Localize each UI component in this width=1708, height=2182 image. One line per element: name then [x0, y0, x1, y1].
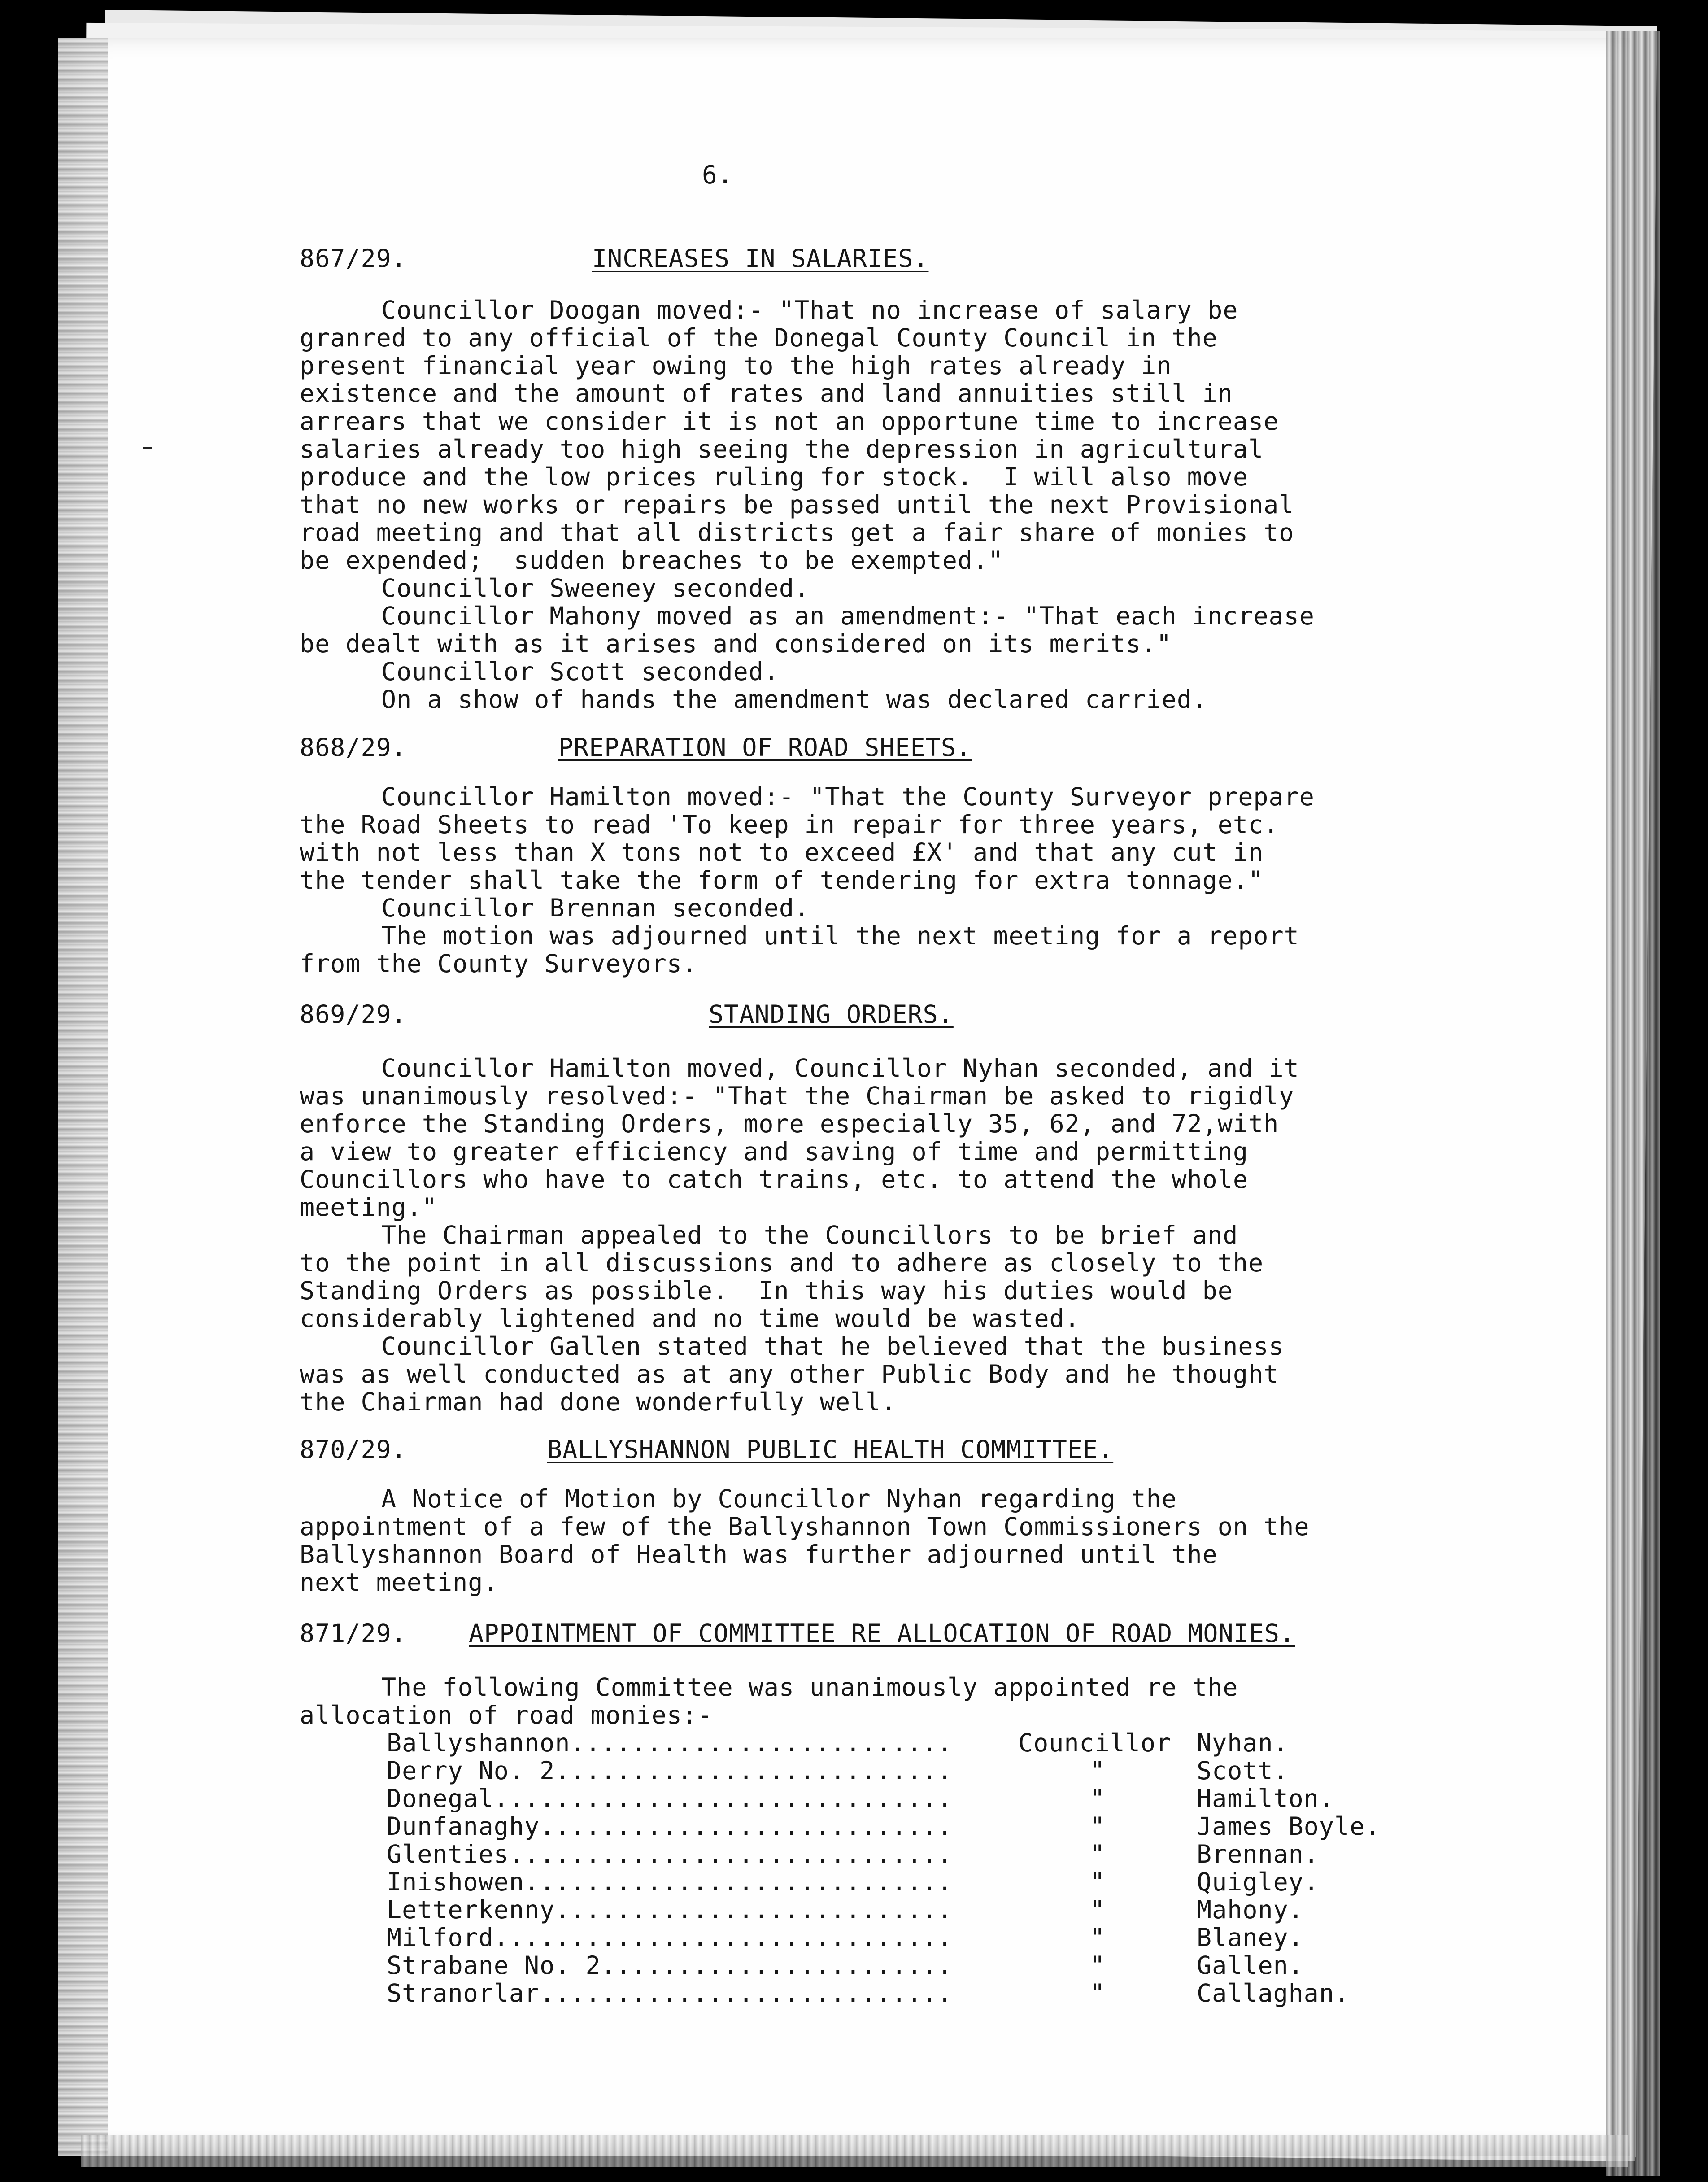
committee-member: Callaghan. [1197, 1979, 1350, 2007]
page-number: 6. [702, 161, 733, 190]
body-text-line: present financial year owing to the high rates already in [300, 351, 1172, 380]
section-heading: STANDING ORDERS. [709, 1000, 954, 1029]
committee-title: " [1090, 1868, 1106, 1896]
committee-title: " [1090, 1812, 1106, 1841]
committee-district: Dunfanaghy........................... [387, 1812, 953, 1841]
committee-district: Stranorlar........................... [387, 1979, 953, 2007]
body-text-line: meeting." [300, 1193, 438, 1222]
committee-district: Inishowen............................ [387, 1868, 953, 1896]
committee-district: Letterkenny.......................... [387, 1895, 953, 1924]
section-heading: INCREASES IN SALARIES. [592, 244, 929, 273]
body-text-line: A Notice of Motion by Councillor Nyhan regarding the [381, 1484, 1177, 1513]
minute-number: 867/29. [300, 244, 407, 273]
body-text-line: The Chairman appealed to the Councillors to be brief and [381, 1221, 1238, 1249]
body-text-line: Ballyshannon Board of Health was further adjourned until the [300, 1540, 1218, 1569]
body-text-line: Councillor Hamilton moved, Councillor Nyhan seconded, and it [381, 1054, 1299, 1082]
committee-title: " [1090, 1923, 1106, 1952]
body-text-line: the Chairman had done wonderfully well. [300, 1388, 897, 1416]
body-text-line: Councillor Doogan moved:- "That no increase of salary be [381, 296, 1238, 324]
minute-number: 870/29. [300, 1435, 407, 1464]
committee-member: James Boyle. [1197, 1812, 1381, 1841]
committee-district: Ballyshannon......................... [387, 1728, 953, 1757]
committee-member: Brennan. [1197, 1840, 1319, 1868]
committee-member: Mahony. [1197, 1895, 1304, 1924]
margin-mark [143, 447, 152, 449]
body-text-line: produce and the low prices ruling for stock. I will also move [300, 463, 1248, 491]
committee-title: Councillor [1018, 1728, 1172, 1757]
committee-title: " [1090, 1979, 1106, 2007]
section-heading: APPOINTMENT OF COMMITTEE RE ALLOCATION OF ROAD MONIES. [469, 1619, 1295, 1648]
body-text-line: from the County Surveyors. [300, 949, 697, 978]
body-text-line: On a show of hands the amendment was declared carried. [381, 685, 1208, 714]
committee-member: Hamilton. [1197, 1784, 1335, 1813]
body-text-line: arrears that we consider it is not an opportune time to increase [300, 407, 1279, 436]
committee-member: Gallen. [1197, 1951, 1304, 1980]
body-text-line: was as well conducted as at any other Public Body and he thought [300, 1360, 1279, 1388]
minute-number: 869/29. [300, 1000, 407, 1029]
body-text-line: The following Committee was unanimously appointed re the [381, 1673, 1238, 1702]
body-text-line: with not less than X tons not to exceed £X' and that any cut in [300, 838, 1264, 867]
committee-member: Nyhan. [1197, 1728, 1289, 1757]
body-text-line: Councillor Gallen stated that he believed that the business [381, 1332, 1284, 1361]
body-text-line: Councillor Sweeney seconded. [381, 574, 810, 602]
body-text-line: the tender shall take the form of tendering for extra tonnage." [300, 866, 1264, 895]
committee-title: " [1090, 1895, 1106, 1924]
committee-district: Donegal.............................. [387, 1784, 953, 1813]
minute-number: 868/29. [300, 733, 407, 762]
body-text-line: that no new works or repairs be passed until the next Provisional [300, 490, 1294, 519]
body-text-line: Councillor Mahony moved as an amendment:- "That each increase [381, 602, 1315, 630]
committee-title: " [1090, 1840, 1106, 1868]
minute-number: 871/29. [300, 1619, 407, 1648]
committee-title: " [1090, 1756, 1106, 1785]
committee-member: Scott. [1197, 1756, 1289, 1785]
body-text-line: Councillors who have to catch trains, etc. to attend the whole [300, 1165, 1248, 1194]
section-heading: PREPARATION OF ROAD SHEETS. [558, 733, 972, 762]
committee-member: Quigley. [1197, 1868, 1319, 1896]
body-text-line: Councillor Brennan seconded. [381, 894, 810, 922]
body-text-line: Standing Orders as possible. In this way his duties would be [300, 1276, 1233, 1305]
body-text-line: to the point in all discussions and to adhere as closely to the [300, 1248, 1264, 1277]
body-text-line: appointment of a few of the Ballyshannon Town Commissioners on the [300, 1512, 1310, 1541]
committee-district: Strabane No. 2....................... [387, 1951, 953, 1980]
committee-district: Glenties............................. [387, 1840, 953, 1868]
body-text-line: Councillor Scott seconded. [381, 657, 779, 686]
body-text-line: be dealt with as it arises and considered on its merits." [300, 629, 1172, 658]
body-text-line: considerably lightened and no time would be wasted. [300, 1304, 1080, 1333]
body-text-line: salaries already too high seeing the depression in agricultural [300, 435, 1264, 463]
body-text-line: a view to greater efficiency and saving of time and permitting [300, 1137, 1248, 1166]
committee-title: " [1090, 1951, 1106, 1980]
body-text-line: be expended; sudden breaches to be exempted." [300, 546, 1004, 575]
committee-district: Milford.............................. [387, 1923, 953, 1952]
body-text-line: The motion was adjourned until the next meeting for a report [381, 921, 1299, 950]
section-heading: BALLYSHANNON PUBLIC HEALTH COMMITTEE. [547, 1435, 1114, 1464]
body-text-line: next meeting. [300, 1568, 499, 1597]
body-text-line: road meeting and that all districts get a fair share of monies to [300, 518, 1294, 547]
body-text-line: existence and the amount of rates and land annuities still in [300, 379, 1233, 408]
body-text-line: was unanimously resolved:- "That the Chairman be asked to rigidly [300, 1082, 1294, 1110]
body-text-line: Councillor Hamilton moved:- "That the County Surveyor prepare [381, 782, 1315, 811]
committee-title: " [1090, 1784, 1106, 1813]
body-text-line: allocation of road monies:- [300, 1701, 713, 1729]
body-text-line: granred to any official of the Donegal County Council in the [300, 323, 1218, 352]
body-text-line: the Road Sheets to read 'To keep in repair for three years, etc. [300, 810, 1279, 839]
committee-member: Blaney. [1197, 1923, 1304, 1952]
body-text-line: enforce the Standing Orders, more especially 35, 62, and 72,with [300, 1109, 1279, 1138]
committee-district: Derry No. 2.......................... [387, 1756, 953, 1785]
